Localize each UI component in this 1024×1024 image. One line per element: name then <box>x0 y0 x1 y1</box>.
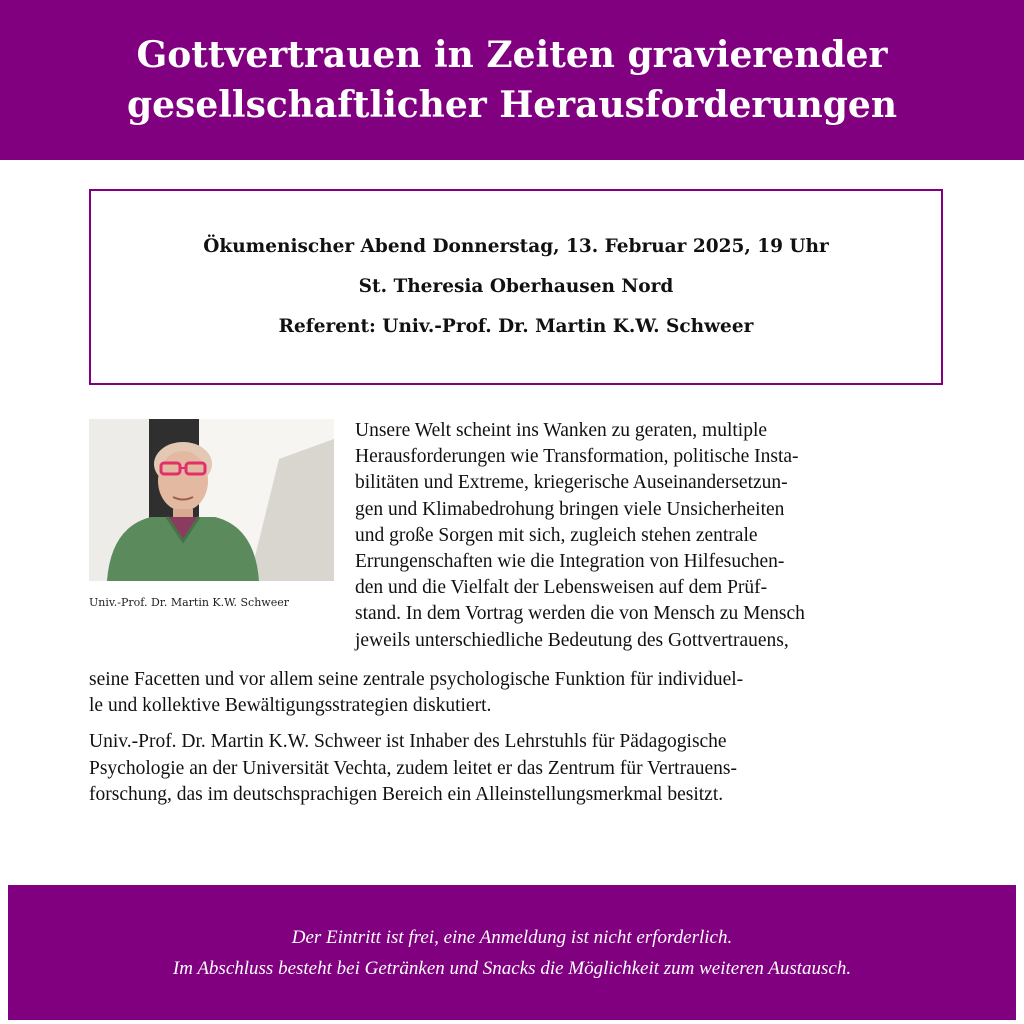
title-banner <box>0 0 1024 160</box>
event-location: St. Theresia Oberhausen Nord <box>358 276 674 297</box>
bio-line: forschung, das im deutschsprachigen Bereich ein Alleinstellungsmerkmal besitzt. <box>89 783 724 805</box>
refreshments-note: Im Abschluss besteht bei Getränken und Snacks die Möglichkeit zum weiteren Austausch. <box>172 957 852 979</box>
bio-line: Univ.-Prof. Dr. Martin K.W. Schweer ist Inhaber des Lehrstuhls für Pädagogische <box>89 731 727 753</box>
page-title-line-2: gesellschaftlicher Herausforderungen <box>126 84 897 126</box>
description-line: gen und Klimabedrohung bringen viele Unsicherheiten <box>355 498 785 520</box>
description-line: Unsere Welt scheint ins Wanken zu geraten, multiple <box>355 420 768 441</box>
bio-line: Psychologie an der Universität Vechta, zudem leitet er das Zentrum für Vertrauens- <box>89 757 737 779</box>
description-line: jeweils unterschiedliche Bedeutung des Gottvertrauens, <box>355 629 789 651</box>
description-line: und große Sorgen mit sich, zugleich stehen zentrale <box>355 524 758 546</box>
description-line: seine Facetten und vor allem seine zentrale psychologische Funktion für individuel- <box>89 669 744 690</box>
event-speaker: Referent: Univ.-Prof. Dr. Martin K.W. Schweer <box>278 316 754 337</box>
speaker-photo <box>89 419 334 581</box>
description-line: den und die Vielfalt der Lebensweisen auf dem Prüf- <box>355 577 768 599</box>
speaker-bio-paragraph <box>89 729 949 808</box>
description-paragraph-wrapped <box>355 418 945 654</box>
description-line: bilitäten und Extreme, kriegerische Auseinandersetzun- <box>355 472 788 494</box>
photo-caption: Univ.-Prof. Dr. Martin K.W. Schweer <box>89 596 289 609</box>
description-line: stand. In dem Vortrag werden die von Mensch zu Mensch <box>355 603 805 625</box>
event-details-box <box>89 189 943 385</box>
event-date-time: Ökumenischer Abend Donnerstag, 13. Februar 2025, 19 Uhr <box>203 236 829 257</box>
description-continuation <box>89 667 949 808</box>
description-line: Herausforderungen wie Transformation, politische Insta- <box>355 446 799 468</box>
page-title-line-1: Gottvertrauen in Zeiten gravierender <box>136 34 888 76</box>
footer-banner <box>8 885 1016 1020</box>
description-line: le und kollektive Bewältigungsstrategien diskutiert. <box>89 695 492 717</box>
description-line: Errungenschaften wie die Integration von Hilfesuchen- <box>355 551 785 573</box>
admission-note: Der Eintritt ist frei, eine Anmeldung ist nicht erforderlich. <box>291 926 733 948</box>
